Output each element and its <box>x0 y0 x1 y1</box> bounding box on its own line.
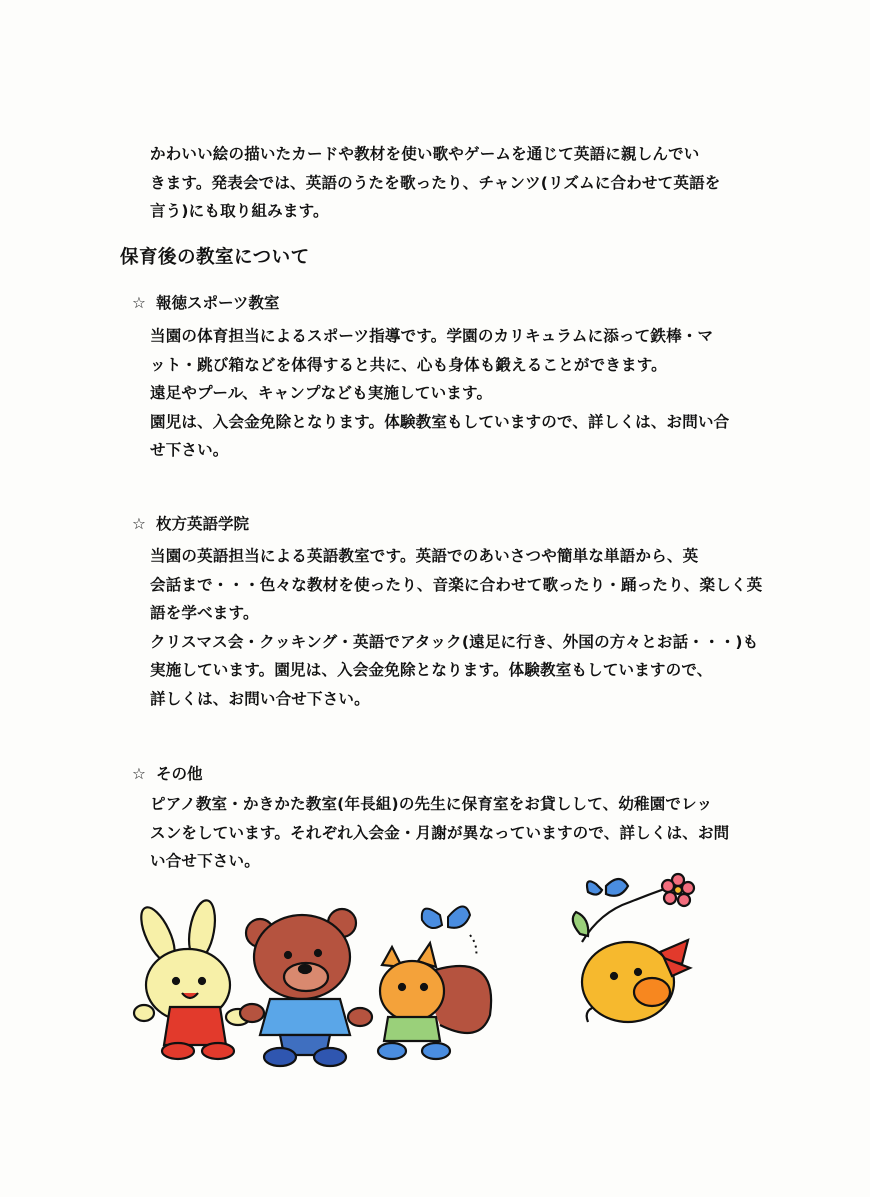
bird-illustration <box>540 872 710 1032</box>
sports-line: 遠足やプール、キャンプなども実施しています。 <box>150 384 493 402</box>
english-line: 語を学べます。 <box>150 604 259 622</box>
section-title: 保育後の教室について <box>120 247 310 268</box>
english-line: クリスマス会・クッキング・英語でアタック(遠足に行き、外国の方々とお話・・・)も <box>150 632 759 651</box>
english-line: 実施しています。園児は、入会金免除となります。体験教室もしていますので、 <box>150 661 713 679</box>
intro-line: かわいい絵の描いたカードや教材を使い歌やゲームを通じて英語に親しんでい <box>150 145 700 163</box>
squirrel-illustration <box>378 943 491 1059</box>
bear-illustration <box>240 909 372 1066</box>
english-line: 当園の英語担当による英語教室です。英語でのあいさつや簡単な単語から、英 <box>150 547 699 565</box>
english-title: 枚方英語学院 <box>156 515 250 533</box>
star-icon: ☆ <box>132 294 146 312</box>
sports-title: 報徳スポーツ教室 <box>156 294 280 312</box>
other-line: い合せ下さい。 <box>150 852 260 870</box>
sports-heading <box>132 291 279 313</box>
intro-paragraph <box>150 140 730 226</box>
other-paragraph <box>150 790 730 876</box>
english-paragraph <box>150 542 763 713</box>
leaf-illustration <box>573 912 588 936</box>
star-icon: ☆ <box>132 765 146 783</box>
english-line: 会話まで・・・色々な教材を使ったり、音楽に合わせて歌ったり・踊ったり、楽しく英 <box>150 575 763 594</box>
english-line: 詳しくは、お問い合せ下さい。 <box>150 689 370 708</box>
rabbit-illustration <box>134 898 250 1059</box>
star-icon: ☆ <box>132 515 146 533</box>
other-line: スンをしています。それぞれ入会金・月謝が異なっていますので、詳しくは、お問 <box>150 823 730 842</box>
sports-line: ット・跳び箱などを体得すると共に、心も身体も鍛えることができます。 <box>150 355 667 374</box>
flower-illustration <box>662 874 694 906</box>
intro-line: きます。発表会では、英語のうたを歌ったり、チャンツ(リズムに合わせて英語を <box>150 173 721 192</box>
sports-line: 園児は、入会金免除となります。体験教室もしていますので、詳しくは、お問い合 <box>150 412 730 431</box>
other-heading <box>132 762 203 784</box>
sports-line: せ下さい。 <box>150 441 229 459</box>
other-line: ピアノ教室・かきかた教室(年長組)の先生に保育室をお貸しして、幼稚園でレッ <box>150 795 713 813</box>
other-title: その他 <box>156 765 203 783</box>
sports-paragraph <box>150 322 730 465</box>
animal-friends-illustration <box>130 895 510 1070</box>
butterfly-small-illustration <box>587 879 628 896</box>
intro-line: 言う)にも取り組みます。 <box>150 202 329 220</box>
sports-line: 当園の体育担当によるスポーツ指導です。学園のカリキュラムに添って鉄棒・マ <box>150 327 714 345</box>
english-heading <box>132 512 249 534</box>
